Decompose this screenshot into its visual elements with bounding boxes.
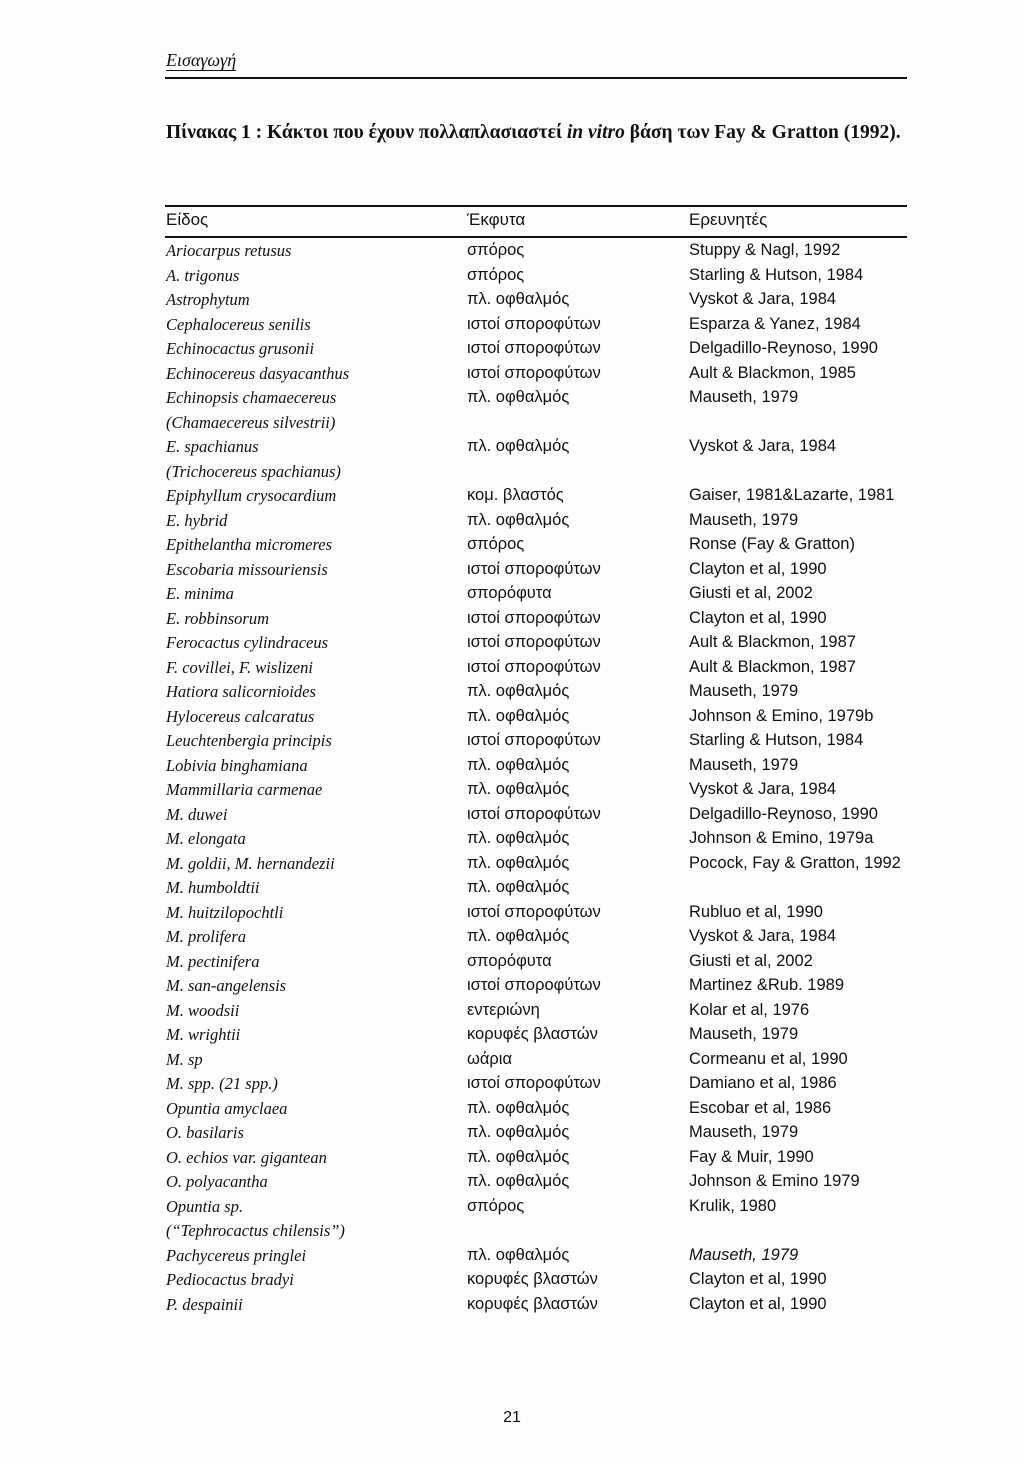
species-cell: M. humboldtii [166,878,260,897]
species-cell: Pachycereus pringlei [166,1245,307,1265]
researchers-cell: Ault & Blackmon, 1987 [689,657,856,676]
species-cell: Epithelantha micromeres [166,535,333,554]
species-cell: Epiphyllum crysocardium [166,486,337,505]
species-cell: E. spachianus [166,437,259,456]
researchers-cell: Mauseth, 1979 [689,388,799,406]
explant-cell: πλ. οφθαλμός [467,878,570,896]
table-row [0,484,1024,509]
species-cell: M. san-angelensis [166,976,287,995]
researchers-cell: Vyskot & Jara, 1984 [689,437,837,455]
table-row [0,729,1024,754]
researchers-cell: Rubluo et al, 1990 [689,902,823,921]
explant-cell: σπορόφυτα [467,584,552,602]
explant-cell: πλ. οφθαλμός [467,755,570,774]
species-cell: M. sp [166,1049,203,1069]
table-row [0,1097,1024,1122]
species-cell: M. prolifera [166,927,247,946]
explant-cell: πλ. οφθαλμός [467,927,570,945]
explant-cell: ιστοί σποροφύτων [467,314,601,333]
researchers-cell: Clayton et al, 1990 [689,1270,827,1288]
researchers-cell: Vyskot & Jara, 1984 [689,927,837,945]
table-row [0,803,1024,828]
table-row [0,1072,1024,1097]
table-row [0,656,1024,681]
explant-cell: ιστοί σποροφύτων [467,804,601,823]
explant-cell: σπόρος [467,265,525,284]
table-row [0,460,1024,485]
researchers-cell: Starling & Hutson, 1984 [689,265,864,284]
researchers-cell: Mauseth, 1979 [689,1123,799,1141]
explant-cell: πλ. οφθαλμός [467,829,570,847]
explant-cell: πλ. οφθαλμός [467,437,570,455]
table-row [0,1219,1024,1244]
explant-cell: πλ. οφθαλμός [467,510,570,529]
explant-cell: ιστοί σποροφύτων [467,363,601,382]
species-cell: Ferocactus cylindraceus [166,633,329,652]
species-cell: E. minima [166,584,234,603]
species-cell: Hylocereus calcaratus [166,706,315,726]
explant-cell: πλ. οφθαλμός [467,1147,570,1166]
species-cell: Cephalocereus senilis [166,314,311,334]
researchers-cell: Mauseth, 1979 [689,1025,799,1043]
table-row [0,1293,1024,1318]
researchers-cell: Mauseth, 1979 [689,1245,799,1264]
table-row [0,1170,1024,1195]
table-row [0,778,1024,803]
table-row [0,288,1024,313]
explant-cell: κορυφές βλαστών [467,1294,598,1313]
explant-cell: πλ. οφθαλμός [467,388,570,406]
researchers-cell: Johnson & Emino, 1979b [689,706,874,725]
researchers-cell: Mauseth, 1979 [689,510,799,529]
explant-cell: ιστοί σποροφύτων [467,1074,601,1092]
table-header-rule [165,236,907,238]
table-row [0,558,1024,583]
header-species: Είδος [166,210,209,229]
researchers-cell: Stuppy & Nagl, 1992 [689,241,841,259]
explant-cell: σπόρος [467,535,525,553]
table-row [0,533,1024,558]
table-row [0,435,1024,460]
species-cell: M. goldii, M. hernandezii [166,853,335,873]
table-body [0,239,1024,1317]
table-row [0,509,1024,534]
explant-cell: σπόρος [467,1196,525,1215]
researchers-cell: Mauseth, 1979 [689,682,799,700]
species-cell: O. basilaris [166,1123,244,1142]
table-top-rule [165,205,907,207]
explant-cell: πλ. οφθαλμός [467,1172,570,1190]
researchers-cell: Johnson & Emino, 1979a [689,829,874,847]
table-row [0,239,1024,264]
species-cell: Ariocarpus retusus [166,241,292,260]
table-row [0,950,1024,975]
researchers-cell: Gaiser, 1981&Lazarte, 1981 [689,486,895,504]
species-cell: A. trigonus [166,265,240,285]
species-cell: Opuntia sp. [166,1196,244,1216]
species-cell: Astrophytum [166,290,250,309]
species-cell: Echinopsis chamaecereus [166,388,337,407]
researchers-cell: Pocock, Fay & Gratton, 1992 [689,853,901,872]
species-cell: Opuntia amyclaea [166,1098,288,1118]
species-cell: Mammillaria carmenae [166,780,323,799]
table-row [0,631,1024,656]
explant-cell: πλ. οφθαλμός [467,853,570,872]
explant-cell: κορυφές βλαστών [467,1270,598,1288]
explant-cell: ιστοί σποροφύτων [467,902,601,921]
explant-cell: κομ. βλαστός [467,486,564,504]
species-cell: M. spp. (21 spp.) [166,1074,278,1093]
researchers-cell: Fay & Muir, 1990 [689,1147,814,1166]
species-cell: Echinocereus dasyacanthus [166,363,350,383]
explant-cell: πλ. οφθαλμός [467,682,570,700]
researchers-cell: Ault & Blackmon, 1987 [689,633,856,651]
explant-cell: σπορόφυτα [467,951,552,970]
species-cell: O. polyacantha [166,1172,268,1191]
table-row [0,1244,1024,1269]
species-cell: P. despainii [166,1294,243,1314]
species-cell: M. wrightii [166,1025,241,1044]
explant-cell: πλ. οφθαλμός [467,706,570,725]
table-caption [166,118,916,148]
table-row [0,876,1024,901]
explant-cell: εντεριώνη [467,1000,540,1019]
explant-cell: πλ. οφθαλμός [467,780,570,798]
table-row [0,999,1024,1024]
researchers-cell: Giusti et al, 2002 [689,951,813,970]
explant-cell: κορυφές βλαστών [467,1025,598,1043]
researchers-cell: Clayton et al, 1990 [689,608,827,627]
table-row [0,1195,1024,1220]
researchers-cell: Clayton et al, 1990 [689,1294,827,1313]
researchers-cell: Escobar et al, 1986 [689,1098,832,1117]
table-row [0,386,1024,411]
table-row [0,313,1024,338]
explant-cell: ιστοί σποροφύτων [467,608,601,627]
explant-cell: πλ. οφθαλμός [467,1098,570,1117]
species-cell: M. woodsii [166,1000,240,1020]
researchers-cell: Vyskot & Jara, 1984 [689,780,837,798]
researchers-cell: Kolar et al, 1976 [689,1000,810,1019]
species-cell: Leuchtenbergia principis [166,731,332,750]
table-row [0,264,1024,289]
species-cell: E. hybrid [166,510,228,530]
researchers-cell: Clayton et al, 1990 [689,559,827,578]
table-row [0,974,1024,999]
researchers-cell: Martinez &Rub. 1989 [689,976,845,994]
table-row [0,827,1024,852]
table-row [0,680,1024,705]
species-cell: Lobivia binghamiana [166,755,308,775]
explant-cell: ιστοί σποροφύτων [467,976,601,994]
species-cell: Echinocactus grusonii [166,339,315,358]
researchers-cell: Damiano et al, 1986 [689,1074,837,1092]
explant-cell: πλ. οφθαλμός [467,290,570,308]
researchers-cell: Ronse (Fay & Gratton) [689,535,855,553]
table-header [0,210,1024,234]
table-row [0,1146,1024,1171]
table-row [0,1121,1024,1146]
table-row [0,705,1024,730]
species-cell: (“Tephrocactus chilensis”) [166,1221,345,1240]
species-cell: M. duwei [166,804,228,824]
researchers-cell: Cormeanu et al, 1990 [689,1049,848,1068]
table-row [0,411,1024,436]
explant-cell: πλ. οφθαλμός [467,1245,570,1264]
header-researchers: Ερευνητές [689,210,768,229]
species-cell: Pediocactus bradyi [166,1270,294,1289]
caption-prefix: Πίνακας 1 : Κάκτοι που έχουν πολλαπλασιαστεί [166,122,567,143]
explant-cell: ωάρια [467,1049,513,1068]
explant-cell: ιστοί σποροφύτων [467,657,601,676]
table-row [0,1023,1024,1048]
explant-cell: ιστοί σποροφύτων [467,559,601,578]
researchers-cell: Ault & Blackmon, 1985 [689,363,856,382]
page-number: 21 [503,1409,521,1426]
species-cell: (Trichocereus spachianus) [166,461,341,481]
researchers-cell: Starling & Hutson, 1984 [689,731,864,749]
researchers-cell: Krulik, 1980 [689,1196,777,1215]
species-cell: M. pectinifera [166,951,260,971]
researchers-cell: Delgadillo-Reynoso, 1990 [689,339,878,357]
table-row [0,754,1024,779]
header-rule [165,77,907,79]
species-cell: M. elongata [166,829,246,848]
table-row [0,852,1024,877]
explant-cell: σπόρος [467,241,525,259]
header-explant: Έκφυτα [467,210,526,229]
explant-cell: ιστοί σποροφύτων [467,339,601,357]
species-cell: O. echios var. gigantean [166,1147,327,1167]
table-row [0,582,1024,607]
species-cell: F. covillei, F. wislizeni [166,657,313,677]
table-row [0,925,1024,950]
explant-cell: πλ. οφθαλμός [467,1123,570,1141]
species-cell: Hatiora salicornioides [166,682,316,701]
section-title: Εισαγωγή [166,50,237,70]
table-row [0,337,1024,362]
species-cell: E. robbinsorum [166,608,269,628]
researchers-cell: Johnson & Emino 1979 [689,1172,860,1190]
explant-cell: ιστοί σποροφύτων [467,731,601,749]
table-row [0,901,1024,926]
caption-invitro: in vitro [566,122,625,143]
species-cell: Escobaria missouriensis [166,559,328,579]
explant-cell: ιστοί σποροφύτων [467,633,601,651]
species-cell: M. huitzilopochtli [166,902,284,922]
caption-suffix: βάση των Fay & Gratton (1992). [624,122,901,143]
researchers-cell: Mauseth, 1979 [689,755,799,774]
table-row [0,1048,1024,1073]
species-cell: (Chamaecereus silvestrii) [166,412,336,432]
table-row [0,362,1024,387]
researchers-cell: Giusti et al, 2002 [689,584,813,602]
researchers-cell: Delgadillo-Reynoso, 1990 [689,804,878,823]
researchers-cell: Esparza & Yanez, 1984 [689,314,861,333]
table-row [0,607,1024,632]
researchers-cell: Vyskot & Jara, 1984 [689,290,837,308]
table-row [0,1268,1024,1293]
